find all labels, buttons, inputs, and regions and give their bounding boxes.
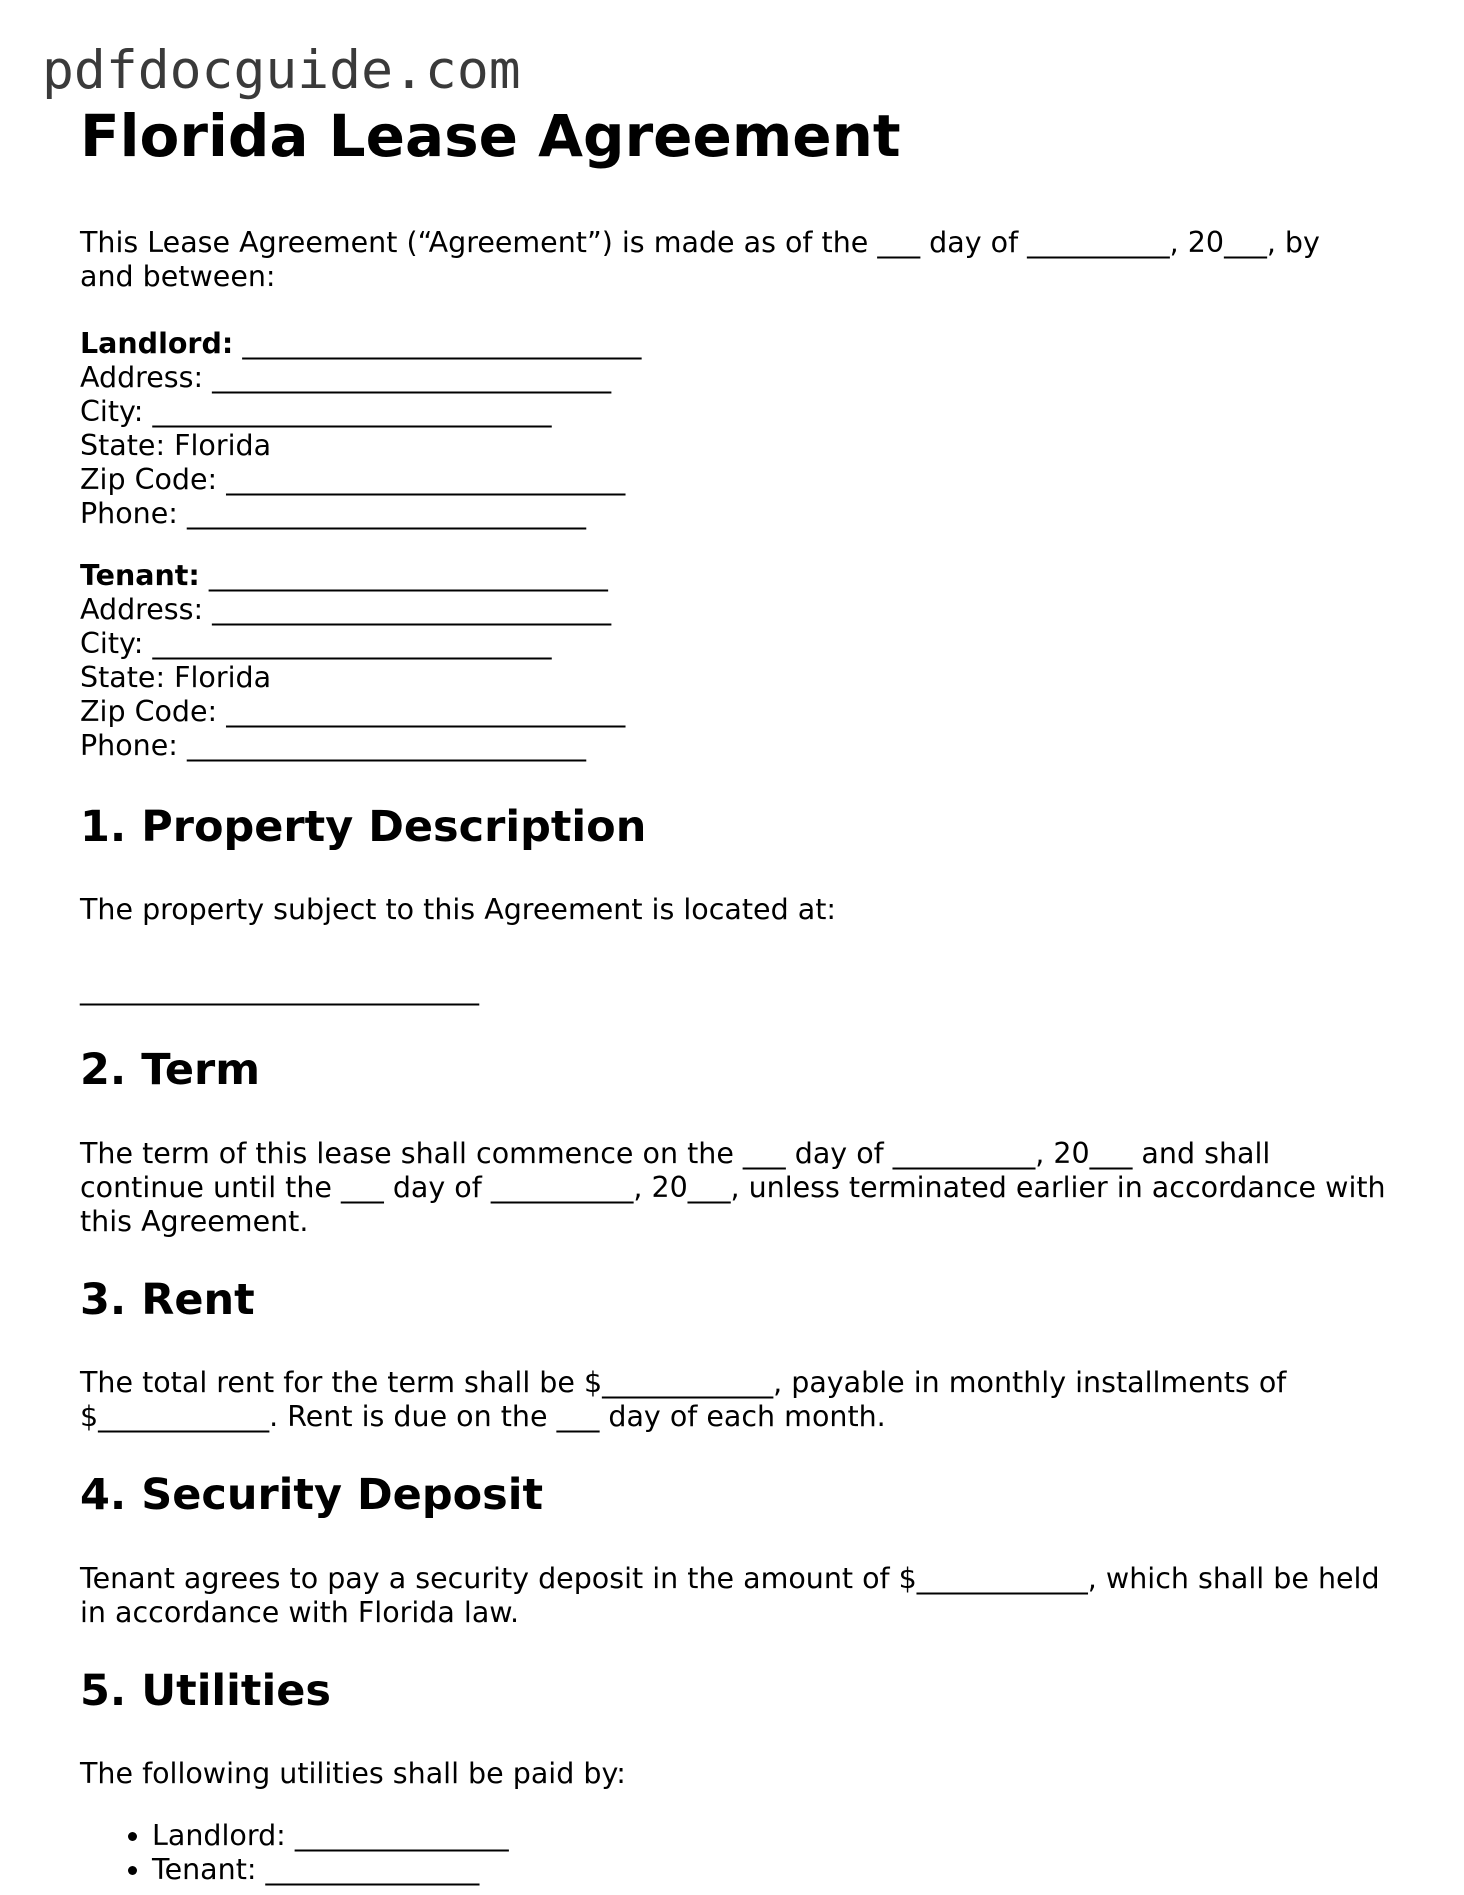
section-utilities [80, 1666, 1410, 1888]
property-address-blank: ____________________________ [80, 973, 479, 1007]
watermark: pdfdocguide.com [42, 40, 521, 101]
list-item: • Landlord: _______________ [152, 1819, 1410, 1853]
tenant-city: City: ____________________________ [80, 626, 552, 660]
landlord-name-line [80, 327, 1410, 361]
landlord-phone: Phone: ____________________________ [80, 496, 586, 530]
document-page [80, 100, 1410, 1887]
section-heading: 1. Property Description [80, 801, 647, 852]
tenant-name-blank: ____________________________ [199, 558, 608, 592]
landlord-name-blank: ____________________________ [233, 326, 642, 360]
section-security-deposit [80, 1470, 1410, 1630]
section-text: The term of this lease shall commence on the ___ day of __________, 20___ and shall continue until the ___ day of __________, 20___, unless terminated earlier in accordance with this Agreement. [80, 1136, 1386, 1238]
section-text: The property subject to this Agreement is located at: [80, 893, 836, 927]
section-text: Tenant agrees to pay a security deposit in the amount of $____________, which shall be held in accordance with Florida law. [80, 1561, 1380, 1629]
tenant-phone: Phone: ____________________________ [80, 728, 586, 762]
section-text: The total rent for the term shall be $____________, payable in monthly installments of $____________. Rent is due on the ___ day of each month. [80, 1366, 1287, 1434]
landlord-block [80, 327, 1410, 531]
landlord-city: City: ____________________________ [80, 394, 552, 428]
utilities-list [80, 1819, 1410, 1887]
section-heading: 2. Term [80, 1045, 261, 1096]
tenant-zip: Zip Code: ____________________________ [80, 694, 626, 728]
tenant-state: State: Florida [80, 660, 272, 694]
section-text: The following utilities shall be paid by: [80, 1757, 626, 1791]
tenant-block [80, 559, 1410, 763]
landlord-state: State: Florida [80, 428, 272, 462]
landlord-heading: Landlord: [80, 326, 234, 360]
section-heading: 4. Security Deposit [80, 1470, 544, 1521]
section-rent [80, 1275, 1410, 1435]
tenant-heading: Tenant: [80, 558, 200, 592]
tenant-address: Address: ____________________________ [80, 592, 612, 626]
list-item: • Tenant: _______________ [152, 1853, 1410, 1887]
section-property [80, 802, 1410, 1008]
tenant-name-line [80, 559, 1410, 593]
section-heading: 3. Rent [80, 1274, 255, 1325]
landlord-zip: Zip Code: ____________________________ [80, 462, 626, 496]
intro-paragraph: This Lease Agreement (“Agreement”) is made as of the ___ day of __________, 20___, by and between: [80, 225, 1320, 293]
landlord-address: Address: ____________________________ [80, 360, 612, 394]
section-term [80, 1045, 1410, 1239]
document-title: Florida Lease Agreement [80, 102, 901, 170]
section-heading: 5. Utilities [80, 1665, 331, 1716]
